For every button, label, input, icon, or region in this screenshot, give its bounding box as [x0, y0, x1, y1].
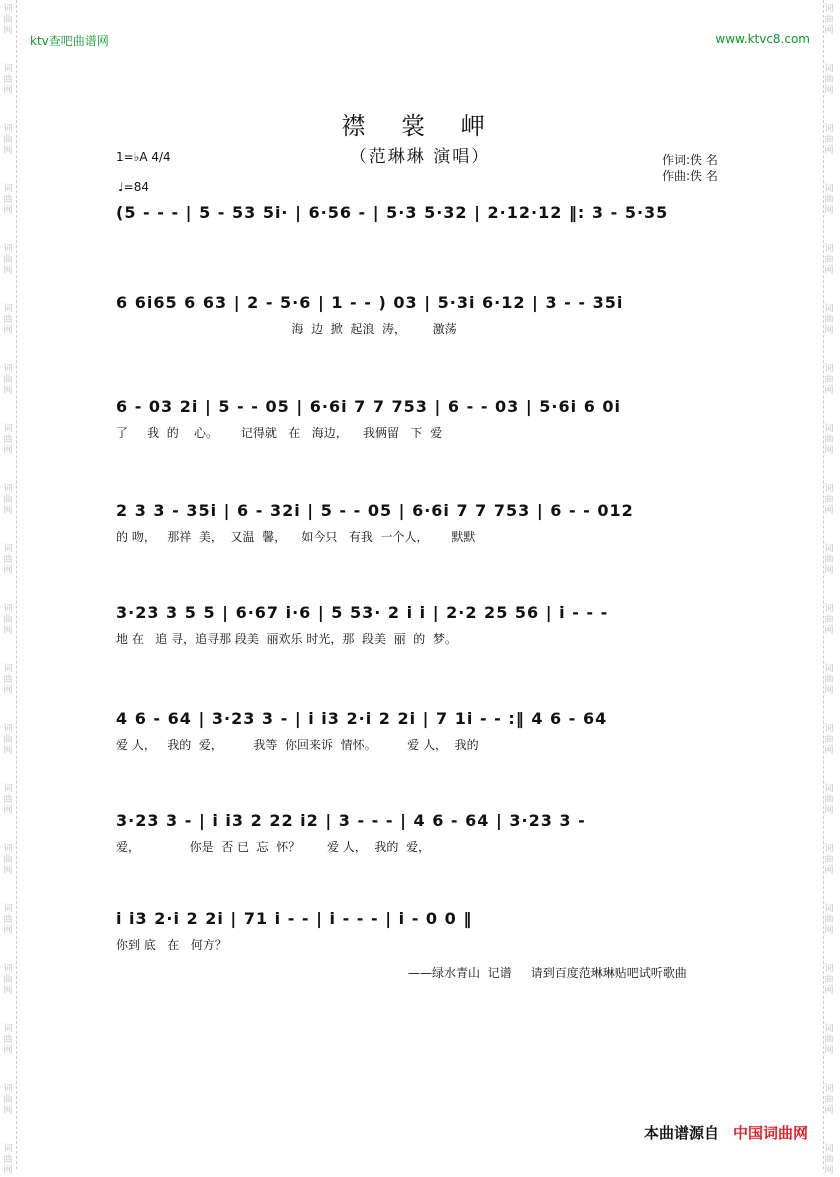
watermark-text: 词 曲 网: [824, 604, 834, 636]
lyrics-line: [116, 230, 766, 248]
watermark-text: 词 曲 网: [3, 64, 13, 96]
watermark-text: 词 曲 网: [3, 244, 13, 276]
watermark-text: 词 曲 网: [3, 544, 13, 576]
watermark-text: 词 曲 网: [824, 484, 834, 516]
score-row: [116, 198, 766, 248]
watermark-text: 词 曲 网: [3, 784, 13, 816]
notation-line: 3·23 3 5 5 | 6·67 i·6 | 5 53· 2 i i | 2·2 25 56 | i - - -: [116, 603, 609, 622]
lyrics-line: 地 在 追 寻，追寻那 段美 丽欢乐 时光，那 段美 丽 的 梦。: [116, 632, 457, 646]
watermark-text: 词 曲 网: [824, 424, 834, 456]
score-row: [116, 392, 766, 442]
watermark-text: 词 曲 网: [824, 664, 834, 696]
watermark-text: 词 曲 网: [824, 844, 834, 876]
watermark-text: 词 曲 网: [824, 4, 834, 36]
score-row: [116, 598, 766, 648]
notation-line: 2 3 3 - 35i | 6 - 32i | 5 - - 05 | 6·6i 7 7 753 | 6 - - 012: [116, 501, 634, 520]
watermark-text: 词 曲 网: [824, 1144, 834, 1176]
notation-line: 6 - 03 2i | 5 - - 05 | 6·6i 7 7 753 | 6 - - 03 | 5·6i 6 0i: [116, 397, 622, 416]
watermark-text: 词 曲 网: [3, 364, 13, 396]
watermark-text: 词 曲 网: [3, 304, 13, 336]
lyrics-line: 的 吻， 那祥 美， 又温 馨， 如今只 有我 一个人， 默默: [116, 530, 476, 544]
watermark-text: 词 曲 网: [3, 724, 13, 756]
singer-line: （范琳琳 演唱）: [349, 147, 491, 167]
site-url-header: www.ktvc8.com: [715, 32, 810, 46]
watermark-text: 词 曲 网: [3, 1024, 13, 1056]
watermark-text: 词 曲 网: [824, 64, 834, 96]
watermark-text: 词 曲 网: [3, 664, 13, 696]
watermark-text: 词 曲 网: [824, 244, 834, 276]
watermark-text: 词 曲 网: [3, 964, 13, 996]
notation-line: (5 - - - | 5 - 53 5i· | 6·56 - | 5·3 5·32 | 2·12·12 ‖: 3 - 5·35: [116, 203, 669, 222]
site-name-header: ktv查吧曲谱网: [30, 34, 109, 48]
watermark-text: 词 曲 网: [3, 604, 13, 636]
notation-line: i i3 2·i 2 2i | 71 i - - | i - - - | i - 0 0 ‖: [116, 909, 473, 928]
watermark-text: 词 曲 网: [3, 844, 13, 876]
watermark-text: 词 曲 网: [3, 424, 13, 456]
lyrics-line: 海 边 掀 起浪 涛， 激荡: [116, 322, 457, 336]
score-row: [116, 704, 766, 754]
watermark-text: 词 曲 网: [824, 964, 834, 996]
score-row: [116, 904, 766, 954]
watermark-text: 词 曲 网: [3, 1144, 13, 1176]
watermark-text: 词 曲 网: [824, 184, 834, 216]
watermark-text: 词 曲 网: [824, 364, 834, 396]
watermark-text: 词 曲 网: [3, 4, 13, 36]
key-signature: 1=♭A 4/4: [116, 150, 171, 164]
watermark-text: 词 曲 网: [824, 904, 834, 936]
score-row: [116, 496, 766, 546]
watermark-text: 词 曲 网: [3, 484, 13, 516]
lyrics-line: 你到 底 在 何方？: [116, 938, 227, 952]
credits: [662, 152, 718, 184]
notation-line: 4 6 - 64 | 3·23 3 - | i i3 2·i 2 2i | 7 1i - - :‖ 4 6 - 64: [116, 709, 608, 728]
notation-line: 6 6i65 6 63 | 2 - 5·6 | 1 - - ) 03 | 5·3i 6·12 | 3 - - 35i: [116, 293, 624, 312]
notation-line: 3·23 3 - | i i3 2 22 i2 | 3 - - - | 4 6 - 64 | 3·23 3 -: [116, 811, 586, 830]
lyricist-credit: 作词:佚 名: [662, 153, 718, 167]
watermark-text: 词 曲 网: [824, 1084, 834, 1116]
lyrics-line: 了 我 的 心。 记得就 在 海边， 我俩留 下 爱: [116, 426, 443, 440]
source-line: [644, 1122, 808, 1143]
source-site: 中国词曲网: [732, 1124, 808, 1142]
tempo-marking: ♩=84: [118, 180, 149, 194]
watermark-text: 词 曲 网: [3, 904, 13, 936]
watermark-text: 词 曲 网: [824, 544, 834, 576]
source-prefix: 本曲谱源自: [643, 1124, 719, 1142]
composer-credit: 作曲:佚 名: [662, 169, 718, 183]
watermark-text: 词 曲 网: [824, 1024, 834, 1056]
transcriber-note: ——绿水青山 记谱 请到百度范琳琳贴吧试听歌曲: [408, 966, 687, 980]
lyrics-line: 爱， 你是 否 已 忘 怀？ 爱 人， 我的 爱，: [116, 840, 431, 854]
watermark-text: 词 曲 网: [824, 304, 834, 336]
watermark-text: 词 曲 网: [824, 124, 834, 156]
watermark-text: 词 曲 网: [824, 784, 834, 816]
lyrics-line: 爱 人， 我的 爱， 我等 你回来诉 情怀。 爱 人， 我的: [116, 738, 479, 752]
score-row: [116, 806, 766, 856]
watermark-text: 词 曲 网: [824, 724, 834, 756]
score-row: [116, 288, 766, 338]
song-title: 襟 裳 岬: [341, 112, 499, 140]
watermark-text: 词 曲 网: [3, 124, 13, 156]
watermark-text: 词 曲 网: [3, 1084, 13, 1116]
watermark-text: 词 曲 网: [3, 184, 13, 216]
